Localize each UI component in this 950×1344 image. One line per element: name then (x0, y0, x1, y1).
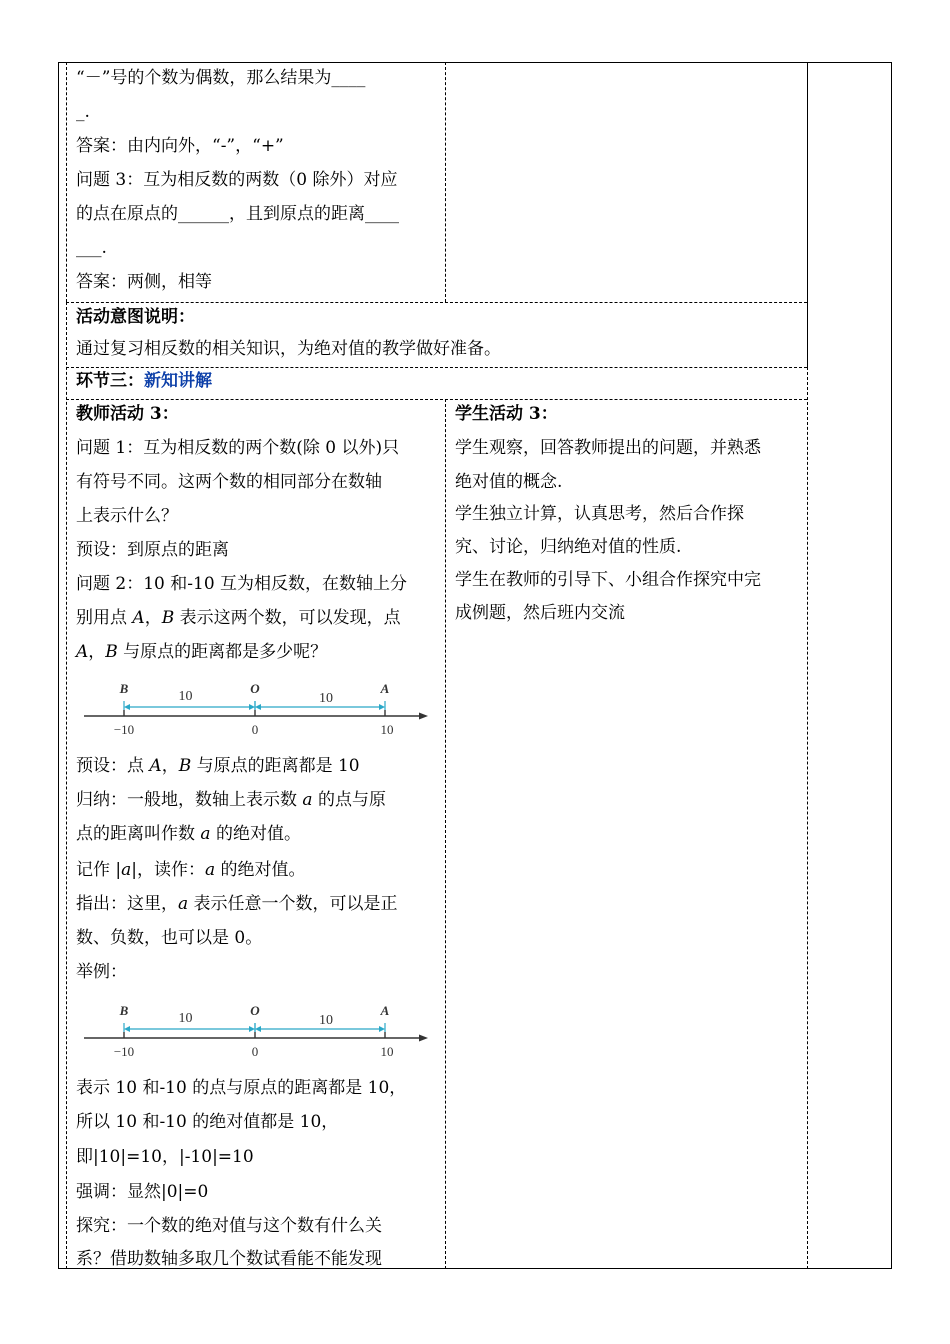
middle-column-divider-top (445, 62, 446, 302)
teacher-after-line-1: 表示 10 和-10 的点与原点的距离都是 10， (76, 1078, 407, 1098)
left-column-divider-top (66, 62, 67, 302)
teacher-after-line-4: 强调：显然|0|=0 (76, 1182, 209, 1202)
student-line-3: 学生独立计算，认真思考，然后合作探 (455, 504, 744, 524)
number-line-figure-2 (80, 1000, 432, 1062)
text-span: 指出：这里， (76, 894, 178, 914)
distance-arrowhead-left (255, 704, 261, 710)
teacher-heading: 教师活动 3： (76, 404, 179, 424)
teacher-q2-line-3 (76, 635, 327, 669)
teacher-induce-line-1 (76, 783, 386, 817)
student-line-4: 究、讨论，归纳绝对值的性质. (455, 537, 682, 557)
top-line-2: _. (76, 102, 90, 122)
top-line-3: 答案：由内向外，“-”，“+” (76, 136, 284, 156)
teacher-q2-line-2 (76, 601, 401, 635)
teacher-q1-line-2: 有符号不同。这两个数的相同部分在数轴 (76, 472, 382, 492)
axis-arrowhead (419, 1035, 428, 1042)
distance-arrowhead-left (124, 704, 130, 710)
left-column-divider-bottom (66, 302, 67, 1269)
text-span: 表示任意一个数，可以是正 (188, 894, 398, 914)
teacher-after-line-5: 探究：一个数的绝对值与这个数有什么关 (76, 1216, 382, 1236)
var-a: a (121, 860, 132, 880)
text-span: 预设：点 (76, 756, 150, 776)
distance-arrowhead-left (255, 1026, 261, 1032)
right-column-divider-bottom (807, 367, 808, 1269)
distance-arrowhead-right (379, 704, 385, 710)
teacher-q2-line-1: 问题 2：10 和-10 互为相反数，在数轴上分 (76, 574, 408, 594)
distance-label-left: 10 (178, 689, 193, 704)
point-b-var: B (161, 608, 175, 628)
text-span: |，读作： (131, 860, 206, 880)
distance-label-right: 10 (319, 691, 333, 706)
tick-label: 10 (380, 1044, 394, 1059)
text-span: 归纳：一般地，数轴上表示数 (76, 790, 303, 810)
distance-label-right: 10 (319, 1013, 333, 1028)
teacher-preset1: 预设：到原点的距离 (76, 540, 229, 560)
var-a: a (205, 860, 216, 880)
teacher-point-line-2: 数、负数，也可以是 0。 (76, 928, 263, 948)
axis-arrowhead (419, 713, 428, 720)
middle-column-divider-bottom (445, 399, 446, 1269)
point-b-var: B (105, 642, 118, 662)
point-label-o: O (250, 681, 260, 696)
tick-label: −10 (113, 722, 135, 737)
text-span: 的点与原 (312, 790, 386, 810)
section3-title: 新知讲解 (144, 371, 212, 391)
point-label-a: A (380, 681, 390, 696)
teacher-example-label: 举例： (76, 962, 127, 982)
tick-label: 0 (251, 722, 259, 737)
teacher-preset2 (76, 749, 360, 783)
teacher-after-line-6: 系？借助数轴多取几个数试看能不能发现 (76, 1249, 382, 1268)
point-a-var: A (132, 608, 145, 628)
point-a-var: A (76, 642, 89, 662)
text-span: 记作 | (76, 860, 122, 880)
distance-arrowhead-right (249, 704, 255, 710)
top-line-1: “－”号的个数为偶数，那么结果为____ (76, 68, 366, 88)
teacher-notation (76, 853, 306, 887)
student-line-6: 成例题，然后班内交流 (455, 603, 625, 623)
tick-label: −10 (113, 1044, 135, 1059)
point-b-var: B (178, 756, 192, 776)
student-line-5: 学生在教师的引导下、小组合作探究中完 (455, 570, 761, 590)
student-line-2: 绝对值的概念. (455, 472, 563, 492)
var-a: a (302, 790, 313, 810)
text-span: 别用点 (76, 608, 133, 628)
text-span: ， (88, 642, 106, 662)
top-line-7: 答案：两侧，相等 (76, 272, 212, 292)
intent-heading: 活动意图说明： (76, 307, 195, 327)
number-line-figure-1 (80, 678, 432, 740)
intent-text: 通过复习相反数的相关知识，为绝对值的教学做好准备。 (76, 339, 501, 359)
teacher-after-line-2: 所以 10 和-10 的绝对值都是 10， (76, 1112, 339, 1132)
point-label-o: O (250, 1003, 260, 1018)
distance-arrowhead-right (249, 1026, 255, 1032)
teacher-q1-line-1: 问题 1：互为相反数的两个数(除 0 以外)只 (76, 438, 400, 458)
tick-label: 10 (380, 722, 394, 737)
text-span: 点的距离叫作数 (76, 824, 201, 844)
section3-label: 环节三： (76, 371, 144, 391)
teacher-after-line-3: 即|10|=10，|-10|=10 (76, 1147, 254, 1167)
tick-label: 0 (251, 1044, 259, 1059)
point-label-a: A (380, 1003, 390, 1018)
point-label-b: B (119, 1003, 129, 1018)
student-line-1: 学生观察，回答教师提出的问题，并熟悉 (455, 438, 761, 458)
teacher-q1-line-3: 上表示什么？ (76, 506, 178, 526)
distance-arrowhead-right (379, 1026, 385, 1032)
text-span: 与原点的距离都是 10 (191, 756, 360, 776)
student-heading: 学生活动 3： (455, 404, 558, 424)
point-a-var: A (149, 756, 162, 776)
distance-label-left: 10 (178, 1011, 193, 1026)
point-label-b: B (119, 681, 129, 696)
section3-heading (76, 364, 212, 398)
var-a: a (178, 894, 189, 914)
top-line-6: ___. (76, 238, 107, 258)
teacher-induce-line-2 (76, 817, 301, 851)
text-span: 表示这两个数，可以发现，点 (174, 608, 401, 628)
text-span: 的绝对值。 (210, 824, 301, 844)
right-column-divider (807, 62, 808, 368)
distance-arrowhead-left (124, 1026, 130, 1032)
top-line-5: 的点在原点的______，且到原点的距离____ (76, 204, 399, 224)
teacher-point-line-1 (76, 887, 398, 921)
text-span: 的绝对值。 (215, 860, 306, 880)
top-line-4: 问题 3：互为相反数的两数（0 除外）对应 (76, 170, 398, 190)
text-span: 与原点的距离都是多少呢？ (117, 642, 328, 662)
var-a: a (200, 824, 211, 844)
text-span: ， (144, 608, 162, 628)
text-span: ， (161, 756, 179, 776)
